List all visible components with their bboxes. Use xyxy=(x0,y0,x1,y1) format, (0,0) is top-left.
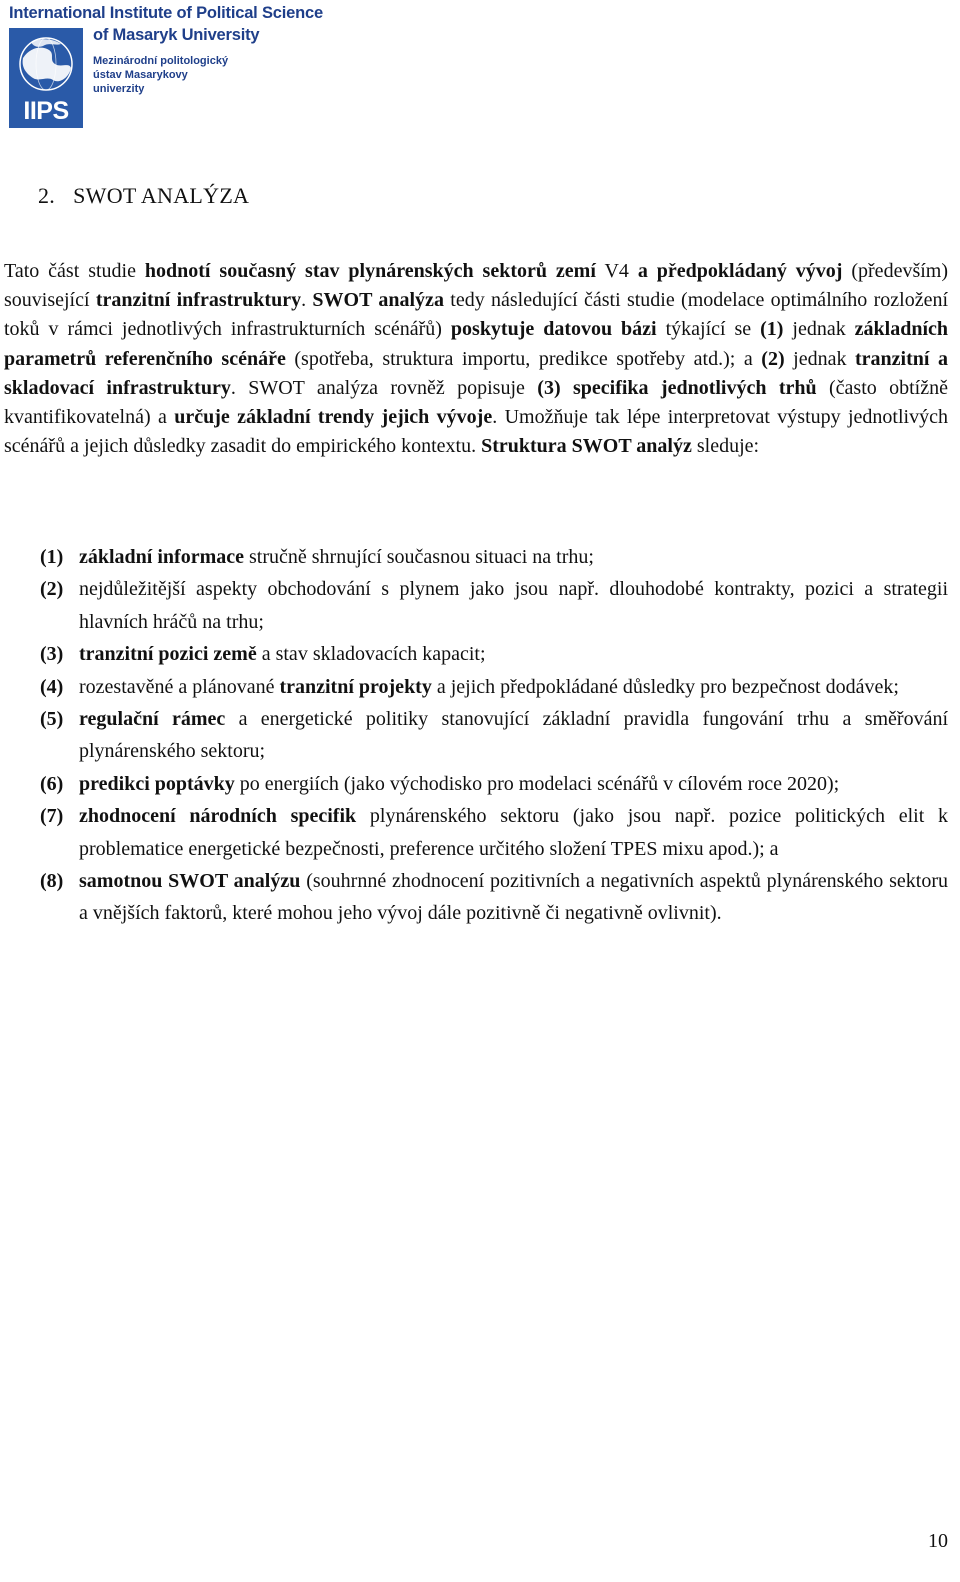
list-item-emphasis: regulační rámec xyxy=(79,708,226,731)
list-item xyxy=(40,638,948,670)
section-number: 2. xyxy=(38,183,56,208)
section-title: SWOT ANALÝZA xyxy=(73,183,250,208)
list-item xyxy=(40,768,948,800)
intro-text: . SWOT analýza rovněž popisuje xyxy=(230,376,538,399)
list-item-number: (8) xyxy=(40,870,64,893)
institute-name-cz-line1: Mezinárodní politologický xyxy=(93,55,229,67)
list-item-number: (3) xyxy=(40,643,64,666)
list-item-text: (souhrnné zhodnocení pozitivních a negativních aspektů plynárenského sektoru a vnějších faktorů, které mohou jeho vývoj dále pozitivně či negativně ovlivnit). xyxy=(79,870,949,925)
institute-logo xyxy=(9,4,349,129)
intro-emphasis: Struktura SWOT analýz xyxy=(481,435,692,458)
list-item-text: a jejich předpokládané důsledky pro bezpečnost dodávek; xyxy=(431,675,899,698)
intro-emphasis: (2) xyxy=(761,347,785,370)
list-item-emphasis: tranzitní projekty xyxy=(279,675,432,698)
list-item-text: stručně shrnující současnou situaci na trhu; xyxy=(244,546,594,568)
institute-name-cz-line2: ústav Masarykovy xyxy=(93,69,188,81)
list-item-number: (5) xyxy=(40,708,64,731)
intro-text: V4 xyxy=(595,260,638,282)
list-item-text: plynárenského sektoru (jako jsou např. pozice politických elit k problematice energetické bezpečnosti, preference určitého složení TPES mixu apod.); a xyxy=(79,805,948,860)
list-item-text: nejdůležitější aspekty obchodování s plynem jako jsou např. dlouhodobé kontrakty, pozici a strategii hlavních hráčů na trhu; xyxy=(79,578,948,633)
intro-emphasis: tranzitní infrastruktury xyxy=(95,289,302,312)
list-item xyxy=(40,865,948,930)
list-item xyxy=(40,573,948,638)
list-item-number: (1) xyxy=(40,546,64,568)
list-item xyxy=(40,671,948,703)
page-number: 10 xyxy=(928,1530,948,1552)
intro-emphasis: SWOT analýza xyxy=(312,289,444,312)
section-heading xyxy=(38,183,249,209)
intro-emphasis: tranzitní a skladovací infrastruktury xyxy=(4,347,948,399)
intro-emphasis: a předpokládaný vývoj xyxy=(637,260,843,282)
intro-text: . Umožňuje tak lépe interpretovat výstupy jednotlivých scénářů a jejich důsledky zasadit do empirického kontextu. xyxy=(4,406,948,458)
list-item-emphasis: predikci poptávky xyxy=(79,772,235,795)
intro-text: sleduje: xyxy=(691,435,760,458)
list-item-number: (7) xyxy=(40,805,64,828)
list-item-emphasis: samotnou SWOT analýzu xyxy=(79,870,301,893)
institute-name-cz xyxy=(93,54,283,96)
intro-text: (spotřeba, struktura importu, predikce spotřeby atd.); a xyxy=(285,347,762,370)
intro-text: jednak xyxy=(784,347,856,370)
structure-list xyxy=(40,541,948,930)
list-item-number: (6) xyxy=(40,772,64,795)
list-item-text: a stav skladovacích kapacit; xyxy=(256,643,486,666)
intro-emphasis: poskytuje datovou bázi xyxy=(450,318,657,341)
institute-name-en-line2: of Masaryk University xyxy=(93,26,260,44)
intro-emphasis: určuje základní trendy jejich vývoje xyxy=(174,406,493,429)
list-item-text: a energetické politiky stanovující základní pravidla fungování trhu a směřování plynárenského sektoru; xyxy=(79,708,949,763)
list-item xyxy=(40,800,948,865)
list-item xyxy=(40,541,948,573)
list-item-number: (2) xyxy=(40,578,64,601)
intro-text: Tato část studie xyxy=(4,260,145,282)
intro-text: . xyxy=(301,289,313,312)
intro-text: tedy následující části studie (modelace optimálního rozložení toků v rámci jednotlivých infrastrukturních scénářů) xyxy=(4,289,949,341)
list-item-number: (4) xyxy=(40,675,64,698)
intro-text: (často obtížně kvantifikovatelná) a xyxy=(4,376,948,429)
iips-logo-text: IIPS xyxy=(23,97,69,125)
list-item-text: rozestavěné a plánované xyxy=(79,675,280,698)
list-item-emphasis: základní informace xyxy=(79,546,244,568)
intro-text: (především) související xyxy=(4,260,948,312)
list-item-emphasis: tranzitní pozici země xyxy=(79,643,257,666)
intro-paragraph xyxy=(4,257,948,461)
intro-emphasis: (1) xyxy=(760,318,784,341)
institute-name-en: International Institute of Political Science xyxy=(9,4,323,22)
intro-emphasis: (3) specifika jednotlivých trhů xyxy=(537,376,817,399)
list-item-text: po energiích (jako východisko pro modelaci scénářů v cílovém roce 2020); xyxy=(234,772,840,795)
intro-text: týkající se xyxy=(656,318,761,341)
intro-emphasis: základních parametrů referenčního scénáře xyxy=(4,318,949,370)
institute-name-cz-line3: univerzity xyxy=(93,83,145,95)
intro-emphasis: hodnotí současný stav plynárenských sektorů zemí xyxy=(144,260,596,282)
intro-text: jednak xyxy=(783,318,855,341)
globe-icon xyxy=(9,28,83,100)
iips-emblem xyxy=(9,28,83,128)
list-item-emphasis: zhodnocení národních specifik xyxy=(79,805,357,828)
list-item xyxy=(40,703,948,768)
